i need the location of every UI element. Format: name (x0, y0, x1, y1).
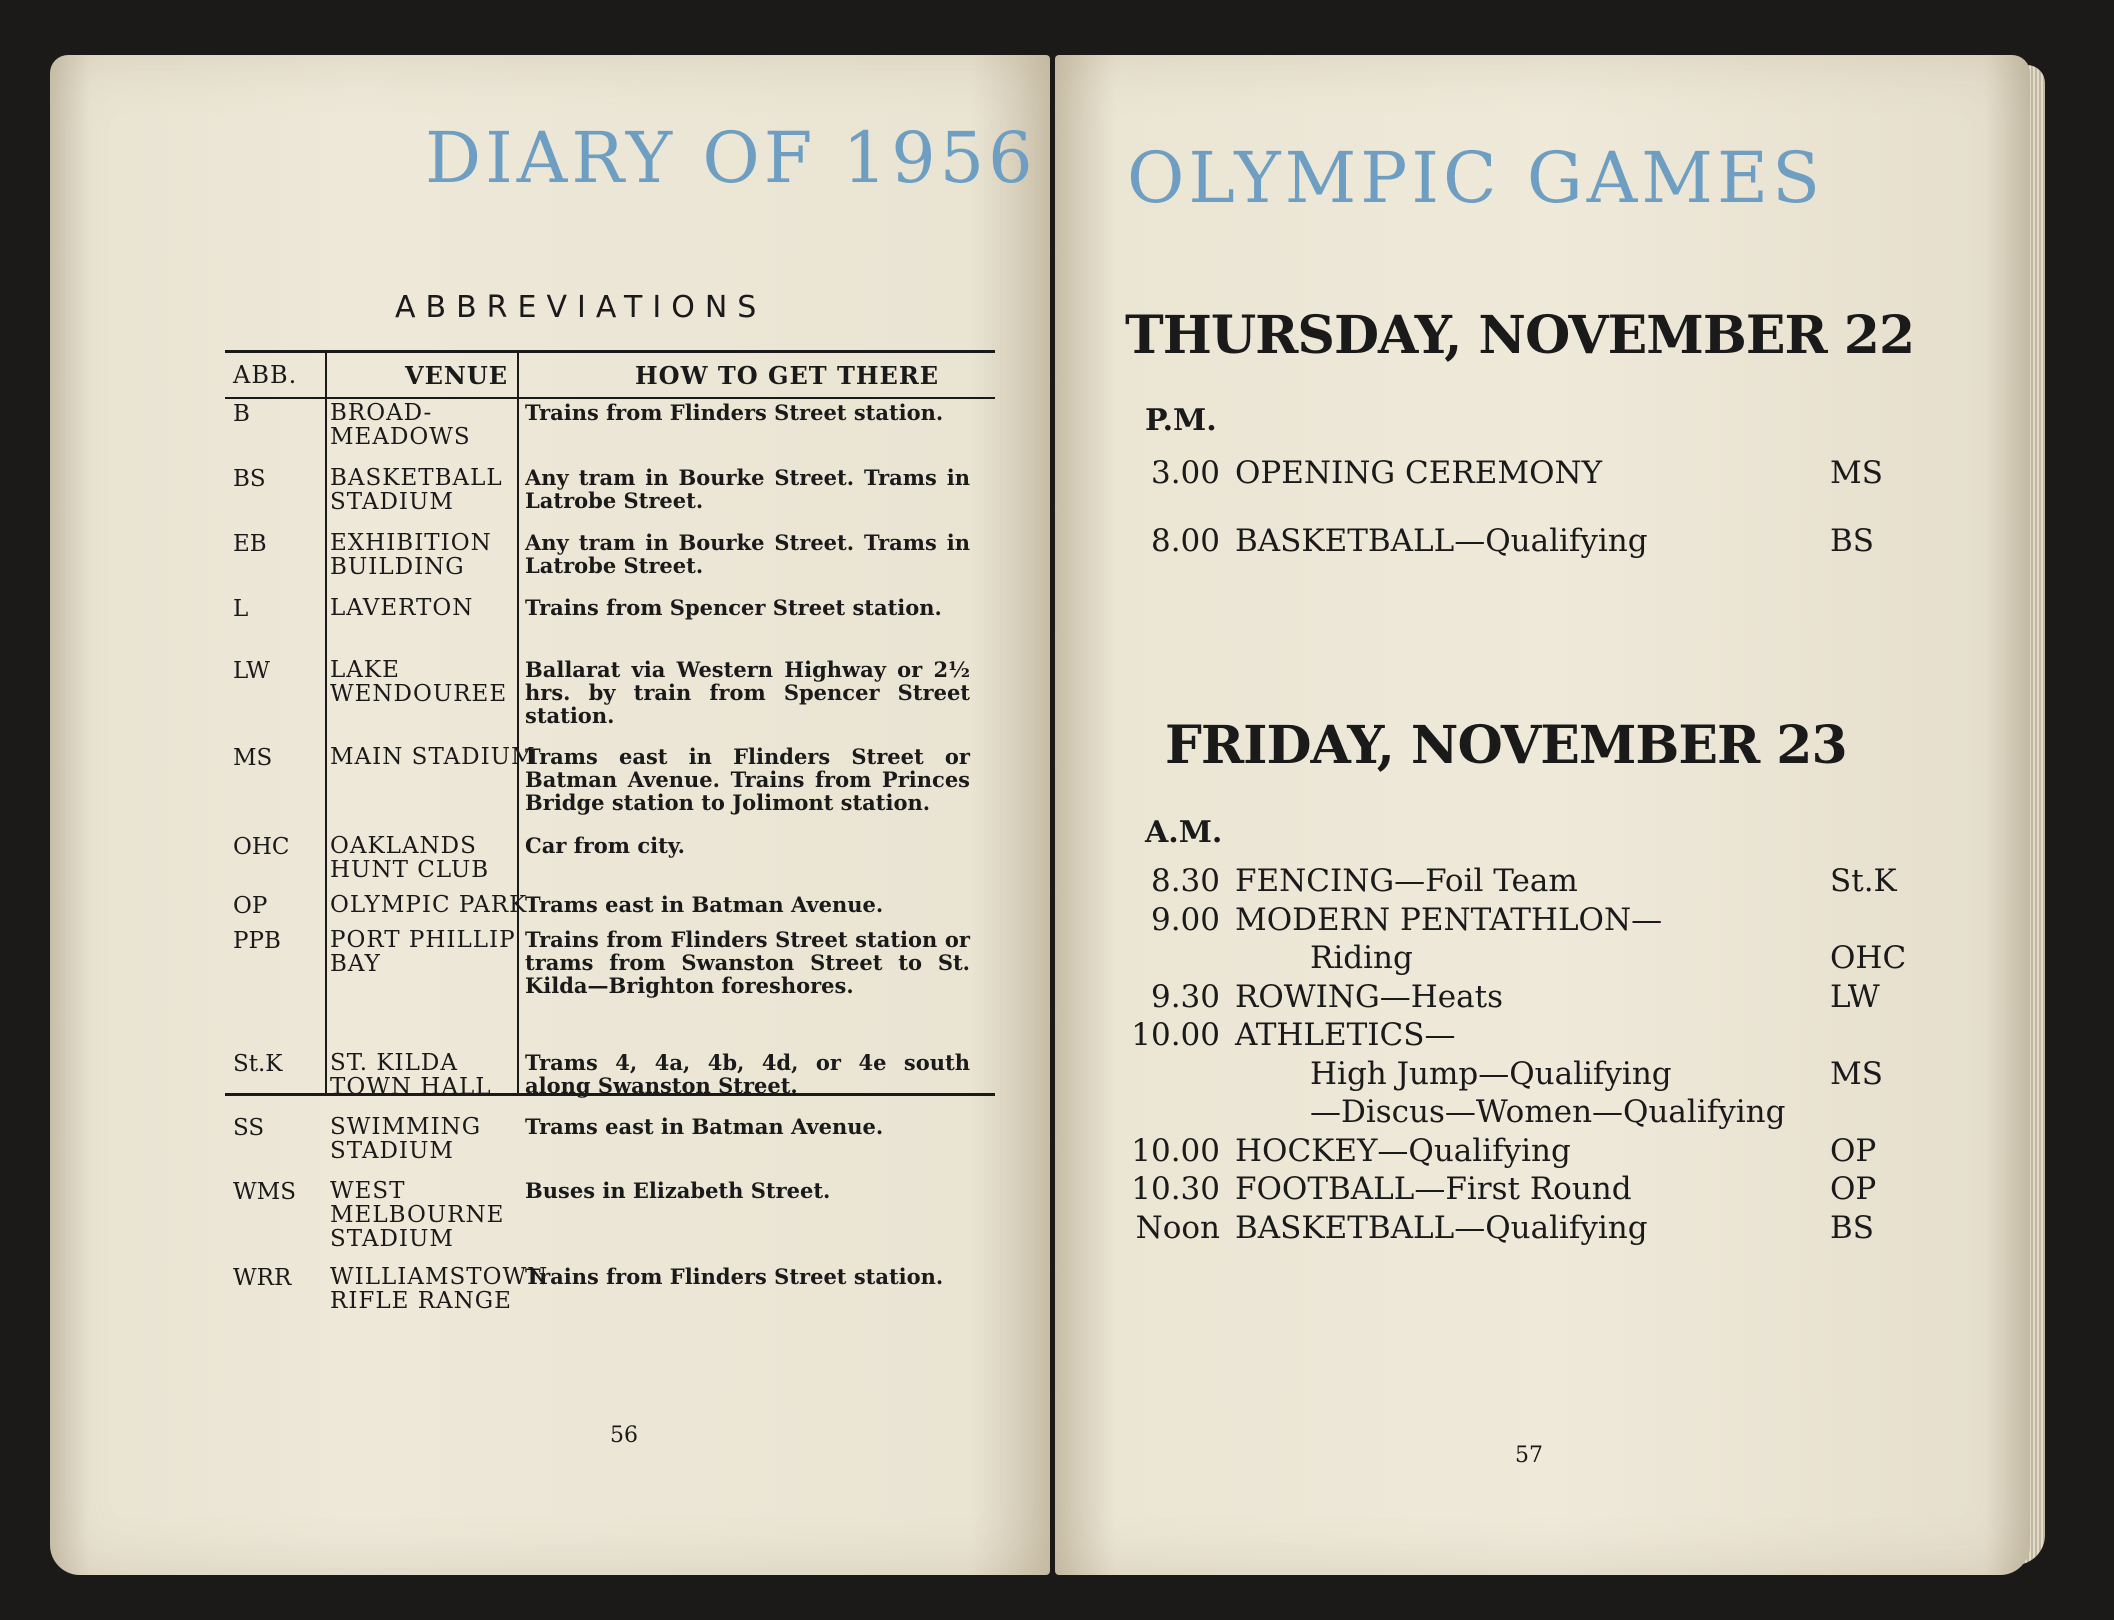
event-row (1055, 979, 2030, 1019)
event-time: 9.30 (1150, 978, 1220, 1015)
row-directions: Car from city. (525, 833, 685, 858)
event-name: MODERN PENTATHLON— (1235, 901, 1663, 938)
left-page-heading: DIARY OF 1956 (425, 117, 1037, 199)
row-abbreviation: SS (233, 1115, 265, 1141)
row-directions: Any tram in Bourke Street. Trams in Latrobe Street. (525, 465, 970, 513)
row-venue: ST. KILDA TOWN HALL (330, 1050, 492, 1100)
right-page (1055, 55, 2030, 1575)
event-name: BASKETBALL—Qualifying (1235, 1209, 1648, 1246)
column-header-venue: VENUE (405, 361, 509, 390)
row-abbreviation: WRR (233, 1265, 292, 1291)
event-name: Riding (1310, 940, 1413, 976)
row-abbreviation: EB (233, 531, 267, 557)
event-row (1055, 1133, 2030, 1173)
row-abbreviation: OHC (233, 834, 290, 860)
day-title-friday: FRIDAY, NOVEMBER 23 (1165, 715, 1847, 776)
page-number-right: 57 (1515, 1443, 1543, 1468)
event-venue: OHC (1830, 940, 1907, 976)
event-time: Noon (1135, 1209, 1220, 1246)
row-abbreviation: BS (233, 466, 266, 492)
row-venue: BROAD- MEADOWS (330, 400, 471, 450)
row-venue: EXHIBITION BUILDING (330, 530, 492, 580)
event-row (1055, 1171, 2030, 1211)
abbreviations-table (225, 350, 995, 1314)
event-row (1055, 902, 2030, 942)
row-venue: WILLIAMSTOWN RIFLE RANGE (330, 1264, 549, 1314)
event-venue: OP (1830, 1171, 1877, 1207)
event-name: OPENING CEREMONY (1235, 455, 1603, 491)
event-venue: MS (1830, 455, 1883, 491)
event-row (1055, 523, 2030, 563)
row-venue: MAIN STADIUM (330, 744, 536, 770)
event-row (1055, 1017, 2030, 1057)
event-venue: St.K (1830, 863, 1897, 899)
event-row (1055, 455, 2030, 495)
day-title-thursday: THURSDAY, NOVEMBER 22 (1125, 305, 1915, 366)
event-venue: BS (1830, 1209, 1875, 1246)
row-directions: Trams 4, 4a, 4b, 4d, or 4e south along Swanston Street. (525, 1050, 970, 1098)
row-directions: Trams east in Flinders Street or Batman Avenue. Trains from Princes Bridge station to Jolimont station. (525, 744, 970, 815)
left-page (50, 55, 1050, 1575)
row-abbreviation: OP (233, 893, 268, 919)
row-directions: Any tram in Bourke Street. Trams in Latrobe Street. (525, 530, 970, 578)
row-abbreviation: St.K (233, 1051, 283, 1077)
row-venue: WEST MELBOURNE STADIUM (330, 1178, 505, 1252)
event-time: 10.00 (1131, 1017, 1220, 1053)
event-row (1055, 1210, 2030, 1250)
event-venue: MS (1830, 1055, 1883, 1092)
event-name: HOCKEY—Qualifying (1235, 1132, 1571, 1169)
event-row (1055, 940, 2030, 980)
abbreviations-title: ABBREVIATIONS (395, 290, 767, 325)
row-venue: LAKE WENDOUREE (330, 657, 508, 707)
row-directions: Trams east in Batman Avenue. (525, 892, 884, 917)
event-time: 9.00 (1150, 901, 1220, 938)
open-book (50, 55, 2060, 1575)
event-row (1055, 1056, 2030, 1096)
event-time: 3.00 (1150, 455, 1220, 491)
event-venue: BS (1830, 523, 1875, 559)
row-directions: Trams east in Batman Avenue. (525, 1114, 884, 1139)
event-time: 8.00 (1150, 523, 1220, 559)
row-abbreviation: PPB (233, 928, 281, 954)
row-directions: Trains from Flinders Street station or trams from Swanston Street to St. Kilda—Brighton foreshores. (525, 927, 970, 998)
event-time: 10.00 (1131, 1132, 1220, 1169)
row-abbreviation: MS (233, 745, 273, 771)
row-venue: OAKLANDS HUNT CLUB (330, 833, 490, 883)
row-abbreviation: B (233, 401, 250, 427)
event-name: High Jump—Qualifying (1310, 1055, 1672, 1092)
table-header-rule (225, 397, 995, 399)
event-row (1055, 1094, 2030, 1134)
period-label-am: A.M. (1145, 815, 1223, 850)
event-name: ATHLETICS— (1235, 1017, 1456, 1053)
row-directions: Ballarat via Western Highway or 2½ hrs. by train from Spencer Street station. (525, 657, 970, 728)
column-header-how: HOW TO GET THERE (635, 361, 940, 390)
row-directions: Buses in Elizabeth Street. (525, 1178, 831, 1203)
event-row (1055, 863, 2030, 903)
row-venue: PORT PHILLIP BAY (330, 927, 516, 977)
column-header-abb: ABB. (233, 361, 298, 389)
row-abbreviation: WMS (233, 1179, 296, 1205)
period-label-pm: P.M. (1145, 403, 1217, 438)
event-name: FENCING—Foil Team (1235, 863, 1578, 899)
table-divider-2 (517, 353, 519, 1093)
row-directions: Trains from Flinders Street station. (525, 1264, 944, 1289)
event-name: FOOTBALL—First Round (1235, 1171, 1632, 1207)
right-page-heading: OLYMPIC GAMES (1127, 137, 1825, 219)
row-venue: LAVERTON (330, 595, 474, 621)
event-name: ROWING—Heats (1235, 978, 1503, 1015)
row-directions: Trains from Spencer Street station. (525, 595, 942, 620)
event-time: 8.30 (1150, 863, 1220, 899)
event-time: 10.30 (1131, 1171, 1220, 1207)
event-name: —Discus—Women—Qualifying (1310, 1094, 1786, 1130)
row-directions: Trains from Flinders Street station. (525, 400, 944, 425)
row-venue: OLYMPIC PARK (330, 892, 528, 918)
row-venue: SWIMMING STADIUM (330, 1114, 482, 1164)
page-number-left: 56 (610, 1423, 638, 1448)
table-divider-1 (325, 353, 327, 1093)
event-venue: OP (1830, 1132, 1877, 1169)
event-venue: LW (1830, 978, 1880, 1015)
row-venue: BASKETBALL STADIUM (330, 465, 503, 515)
event-name: BASKETBALL—Qualifying (1235, 523, 1648, 559)
row-abbreviation: L (233, 596, 249, 622)
row-abbreviation: LW (233, 658, 270, 684)
